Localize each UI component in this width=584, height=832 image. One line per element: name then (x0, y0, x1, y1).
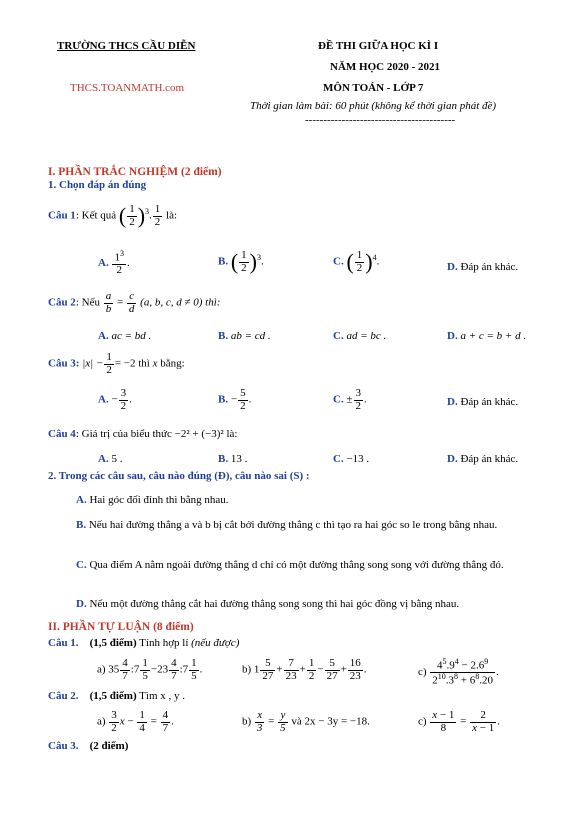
q3-stem: Câu 3: |x| − $\frac{1}{2}$ = −2 thì x bằng: (48, 351, 185, 376)
website: THCS.TOANMATH.com (70, 82, 185, 94)
part1-title: I. PHẦN TRẮC NGHIỆM (2 điểm) (48, 166, 222, 178)
q1-label: Câu 1 (48, 209, 76, 222)
school-name: TRƯỜNG THCS CẦU DIỄN (57, 40, 196, 52)
q2-stem: Câu 2: Nếu $\frac{a}{b}$ = $\frac{c}{d}$ (a, b, c, d ≠ 0) thì: (48, 290, 221, 315)
q1-option-d[interactable]: D. Đáp án khác. (447, 261, 519, 273)
q2-option-b[interactable]: B. ab = cd . (218, 330, 271, 342)
statement-d: D. Nếu một đường thẳng cắt hai đường thẳng song song thì hai góc đồng vị bằng nhau. (76, 598, 460, 610)
essay-q2-b: b) $\frac{x}{3}$ = $\frac{y}{5}$ và 2x − 3y = −18. (242, 709, 370, 734)
q4-option-a[interactable]: A. 5 . (98, 453, 123, 465)
q3-option-a[interactable]: A. − $\frac{3}{2}$ . (98, 387, 132, 412)
q3-option-b[interactable]: B. − $\frac{5}{2}$ . (218, 387, 252, 412)
part2-title: II. PHẦN TỰ LUẬN (8 điểm) (48, 621, 194, 633)
exam-title: ĐỀ THI GIỮA HỌC KÌ I (318, 40, 439, 52)
essay-q3-stem: Câu 3. (2 điểm) (48, 740, 129, 752)
exam-time: Thời gian làm bài: 60 phút (không kể thời gian phát đề) (250, 100, 497, 112)
q3-option-c[interactable]: C. ± $\frac{3}{2}$ . (333, 387, 367, 412)
part1-sub1: 1. Chọn đáp án đúng (48, 179, 147, 191)
essay-q1-a: a) 35 $\frac{4}{7}$ :7 $\frac{1}{5}$ −23 $\frac{4}{7}$ :7 $\frac{1}{5}$ . (97, 657, 203, 682)
essay-q1-c: c) $\frac{4^5.9^4 - 2.6^9}{2^{10}.3^8 + 6^8.20}$ . (418, 657, 499, 687)
statement-b: B. Nếu hai đường thẳng a và b bị cắt bởi đường thẳng c thì tạo ra hai góc so le trong bằng nhau. (76, 519, 498, 531)
q1-option-a[interactable]: A. $\frac{1^3}{2}$ . (98, 249, 130, 277)
q1-option-b[interactable]: B. ( $\frac{1}{2}$ )$^3$. (218, 249, 264, 275)
exam-year: NĂM HỌC 2020 - 2021 (330, 61, 440, 73)
q4-option-c[interactable]: C. −13 . (333, 453, 370, 465)
exam-subject: MÔN TOÁN - LỚP 7 (323, 82, 424, 94)
statement-c: C. Qua điểm A nằm ngoài đường thẳng d chỉ có một đường thẳng song song với đường thẳng đó. (76, 559, 504, 571)
q1-option-c[interactable]: C. ( $\frac{1}{2}$ )$^4$. (333, 249, 380, 275)
q1-stem: Câu 1: Kết quả ( $\frac{1}{2}$ )$^3$. $\frac{1}{2}$ là: (48, 203, 178, 229)
part1-sub2: 2. Trong các câu sau, câu nào đúng (Đ), câu nào sai (S) : (48, 470, 310, 482)
q4-option-b[interactable]: B. 13 . (218, 453, 248, 465)
q3-option-d[interactable]: D. Đáp án khác. (447, 396, 519, 408)
header-rule: ----------------------------------------- (305, 114, 456, 126)
essay-q2-stem: Câu 2. (1,5 điểm) Tìm x , y . (48, 690, 186, 702)
q4-stem: Câu 4: Giá trị của biểu thức −2² + (−3)² là: (48, 428, 238, 440)
essay-q2-c: c) $\frac{x - 1}{8}$ = $\frac{2}{x - 1}$ . (418, 709, 500, 734)
q2-option-c[interactable]: C. ad = bc . (333, 330, 387, 342)
q2-option-a[interactable]: A. ac = bd . (98, 330, 152, 342)
essay-q1-b: b) 1 $\frac{5}{27}$ + $\frac{7}{23}$ + $\frac{1}{2}$ − $\frac{5}{27}$ + $\frac{16}{23}$ . (242, 657, 367, 682)
essay-q1-stem: Câu 1. (1,5 điểm) Tính hợp lí (nếu được) (48, 637, 240, 649)
essay-q2-a: a) $\frac{3}{2}$ x − $\frac{1}{4}$ = $\frac{4}{7}$ . (97, 709, 174, 734)
statement-a: A. Hai góc đối đỉnh thì bằng nhau. (76, 494, 229, 506)
q4-option-d[interactable]: D. Đáp án khác. (447, 453, 519, 465)
q2-option-d[interactable]: D. a + c = b + d . (447, 330, 527, 342)
